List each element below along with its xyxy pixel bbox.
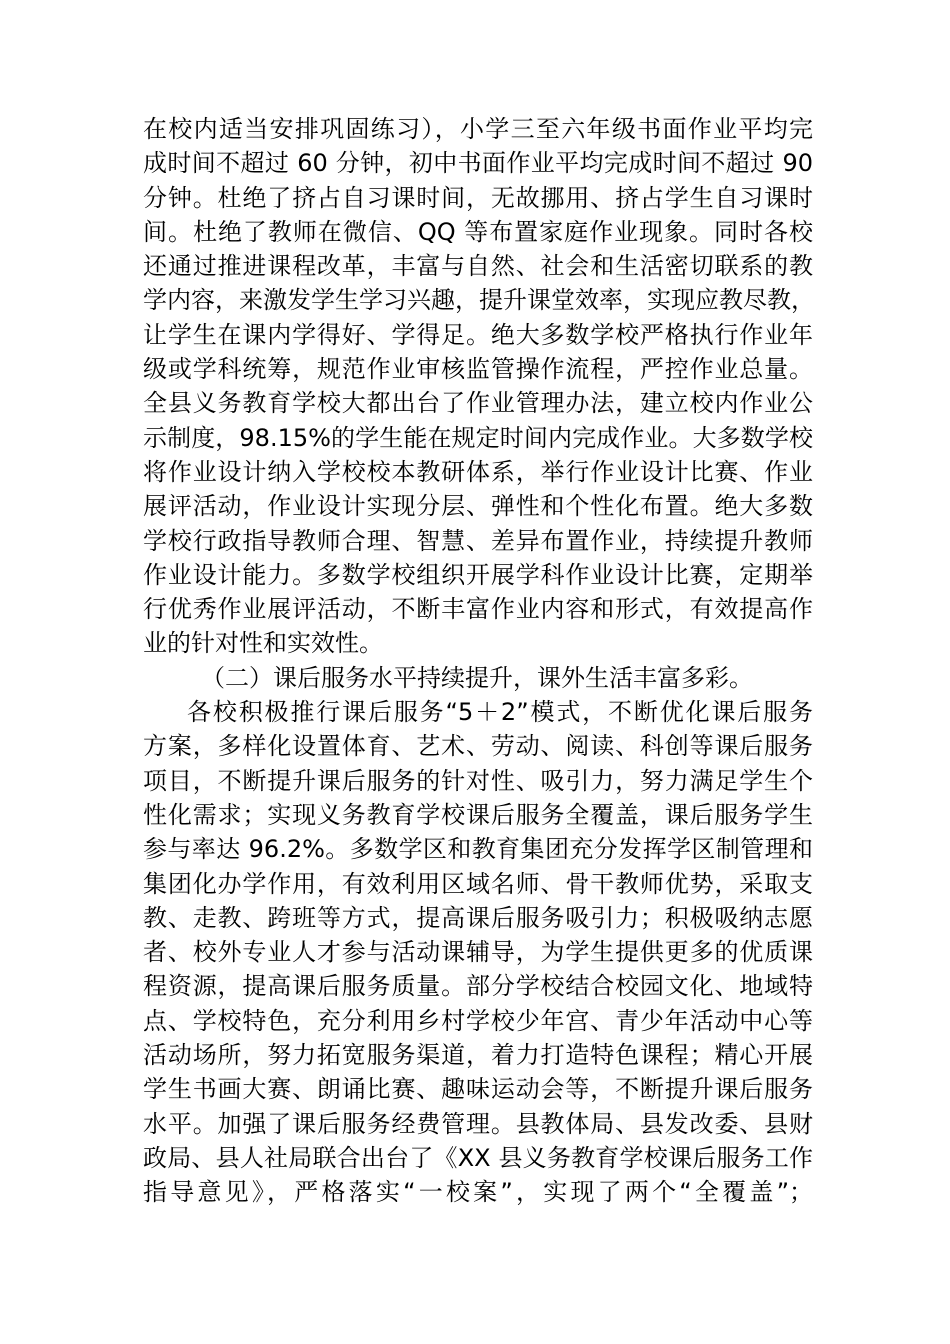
paragraph-line: 全县义务教育学校大都出台了作业管理办法，建立校内作业公 <box>143 389 813 418</box>
paragraph-line: 业的针对性和实效性。 <box>143 629 383 658</box>
paragraph-line: 作业设计能力。多数学校组织开展学科作业设计比赛，定期举 <box>143 560 813 589</box>
document-body <box>143 112 813 1210</box>
paragraph-line: 指导意见》，严格落实“一校案”，实现了两个“全覆盖”； <box>143 1178 813 1207</box>
paragraph-line: 程资源，提高课后服务质量。部分学校结合校园文化、地域特 <box>143 972 813 1001</box>
section-heading: （二）课后服务水平持续提升，课外生活丰富多彩。 <box>201 663 753 692</box>
paragraph-line: 行优秀作业展评活动，不断丰富作业内容和形式，有效提高作 <box>143 595 813 624</box>
paragraph-line: 参与率达 96.2%。多数学区和教育集团充分发挥学区制管理和 <box>143 835 813 864</box>
paragraph-line: 学生书画大赛、朗诵比赛、趣味运动会等，不断提升课后服务 <box>143 1075 813 1104</box>
paragraph-line: 学内容，来激发学生学习兴趣，提升课堂效率，实现应教尽教， <box>143 286 815 315</box>
paragraph-line: 成时间不超过 60 分钟，初中书面作业平均完成时间不超过 90 <box>143 149 813 178</box>
paragraph-line: 分钟。杜绝了挤占自习课时间，无故挪用、挤占学生自习课时 <box>143 183 813 212</box>
paragraph-line: 各校积极推行课后服务“5＋2”模式，不断优化课后服务 <box>187 698 813 727</box>
paragraph-line: 将作业设计纳入学校校本教研体系，举行作业设计比赛、作业 <box>143 457 813 486</box>
paragraph-line: 教、走教、跨班等方式，提高课后服务吸引力；积极吸纳志愿 <box>143 903 813 932</box>
paragraph-line: 水平。加强了课后服务经费管理。县教体局、县发改委、县财 <box>143 1109 813 1138</box>
paragraph-line: 项目，不断提升课后服务的针对性、吸引力，努力满足学生个 <box>143 766 813 795</box>
paragraph-line: 方案，多样化设置体育、艺术、劳动、阅读、科创等课后服务 <box>143 732 813 761</box>
paragraph-line: 政局、县人社局联合出台了《XX 县义务教育学校课后服务工作 <box>143 1143 813 1172</box>
paragraph-line: 间。杜绝了教师在微信、QQ 等布置家庭作业现象。同时各校 <box>143 217 813 246</box>
paragraph-line: 示制度，98.15%的学生能在规定时间内完成作业。大多数学校 <box>143 423 813 452</box>
paragraph-line: 还通过推进课程改革，丰富与自然、社会和生活密切联系的教 <box>143 252 813 281</box>
paragraph-line: 点、学校特色，充分利用乡村学校少年宫、青少年活动中心等 <box>143 1006 813 1035</box>
paragraph-line: 在校内适当安排巩固练习），小学三至六年级书面作业平均完 <box>143 115 813 143</box>
paragraph-line: 集团化办学作用，有效利用区域名师、骨干教师优势，采取支 <box>143 869 813 898</box>
paragraph-line: 性化需求；实现义务教育学校课后服务全覆盖，课后服务学生 <box>143 800 813 829</box>
paragraph-line: 让学生在课内学得好、学得足。绝大多数学校严格执行作业年 <box>143 320 813 349</box>
paragraph-line: 者、校外专业人才参与活动课辅导，为学生提供更多的优质课 <box>143 938 813 967</box>
paragraph-line: 展评活动，作业设计实现分层、弹性和个性化布置。绝大多数 <box>143 492 813 521</box>
paragraph-line: 学校行政指导教师合理、智慧、差异布置作业，持续提升教师 <box>143 526 813 555</box>
paragraph-line: 级或学科统筹，规范作业审核监管操作流程，严控作业总量。 <box>143 355 813 384</box>
paragraph-line: 活动场所，努力拓宽服务渠道，着力打造特色课程；精心开展 <box>143 1041 813 1070</box>
